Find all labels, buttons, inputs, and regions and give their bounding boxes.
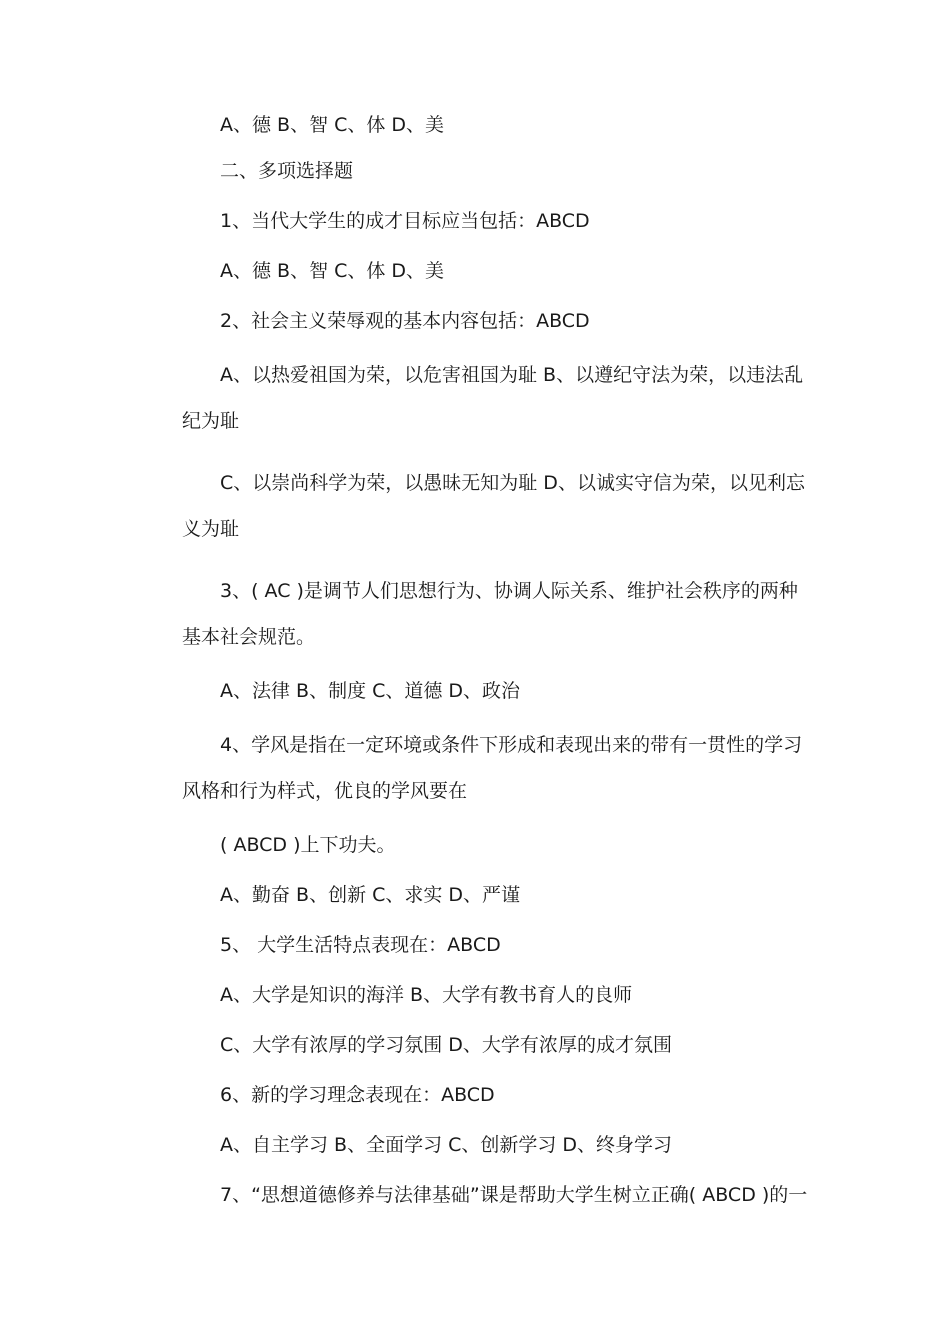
q6-options: A、自主学习 B、全面学习 C、创新学习 D、终身学习 (220, 1134, 673, 1156)
q1-text: 1、当代大学生的成才目标应当包括：ABCD (220, 210, 590, 232)
section-heading: 二、多项选择题 (220, 160, 354, 182)
q3-text: 3、( AC )是调节人们思想行为、协调人际关系、维护社会秩序的两种基本社会规范。 (182, 580, 798, 648)
q6-text: 6、新的学习理念表现在：ABCD (220, 1084, 495, 1106)
q5-options-ab: A、大学是知识的海洋 B、大学有教书育人的良师 (220, 984, 633, 1006)
q5-text: 5、 大学生活特点表现在：ABCD (220, 934, 501, 956)
q4-options: A、勤奋 B、创新 C、求实 D、严谨 (220, 884, 521, 906)
q7-text: 7、“思想道德修养与法律基础”课是帮助大学生树立正确( ABCD )的一 (220, 1184, 808, 1206)
q2-options-ab: A、以热爱祖国为荣，以危害祖国为耻 B、以遵纪守法为荣，以违法乱纪为耻 (182, 364, 804, 432)
q3-options: A、法律 B、制度 C、道德 D、政治 (220, 680, 521, 702)
q4-text: 4、学风是指在一定环境或条件下形成和表现出来的带有一贯性的学习风格和行为样式，优良的学风要在 (182, 734, 803, 802)
q0-options: A、德 B、智 C、体 D、美 (220, 114, 445, 136)
q2-text: 2、社会主义荣辱观的基本内容包括：ABCD (220, 310, 590, 332)
q1-options: A、德 B、智 C、体 D、美 (220, 260, 445, 282)
q4-text-cont: ( ABCD )上下功夫。 (220, 834, 396, 856)
q5-options-cd: C、大学有浓厚的学习氛围 D、大学有浓厚的成才氛围 (220, 1034, 672, 1056)
q2-options-cd: C、以崇尚科学为荣，以愚昧无知为耻 D、以诚实守信为荣，以见利忘义为耻 (182, 472, 805, 540)
